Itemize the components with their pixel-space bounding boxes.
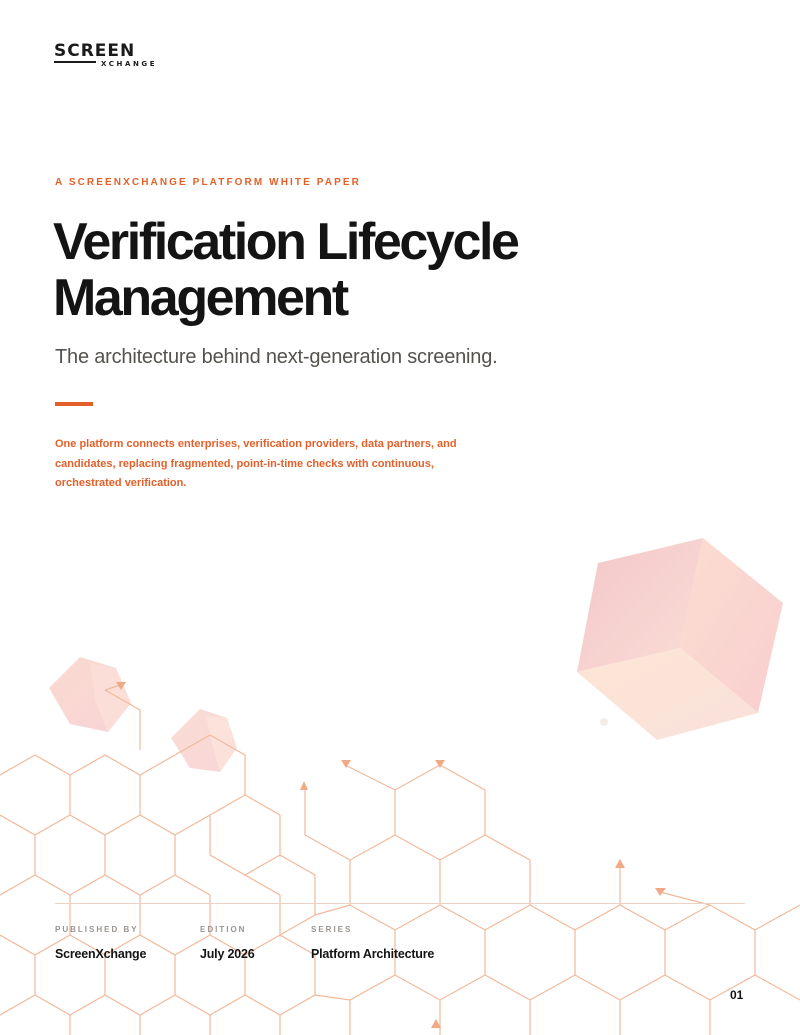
published-by-value: ScreenXchange bbox=[55, 947, 147, 961]
page-subtitle: The architecture behind next-generation screening. bbox=[55, 346, 498, 368]
intro-paragraph: One platform connects enterprises, verification providers, data partners, and candidates, replacing fragmented, point-in-time checks with continuous, orchestrated verification. bbox=[55, 438, 457, 489]
meta-edition bbox=[200, 925, 255, 961]
series-value: Platform Architecture bbox=[311, 947, 435, 961]
series-label: SERIES bbox=[311, 925, 353, 934]
accent-rule bbox=[55, 402, 93, 406]
large-cube-shape bbox=[577, 538, 783, 740]
cover-eyebrow: A SCREENXCHANGE PLATFORM WHITE PAPER bbox=[55, 177, 361, 188]
page-number: 01 bbox=[730, 988, 744, 1002]
hexagon-grid-lines bbox=[0, 685, 800, 1035]
title-line-2: Management bbox=[53, 269, 347, 327]
small-cube-shapes bbox=[49, 657, 237, 772]
logo-wordmark-bottom: XCHANGE bbox=[101, 60, 158, 68]
title-line-1: Verification Lifecycle bbox=[53, 213, 518, 271]
meta-series bbox=[311, 925, 434, 961]
edition-value: July 2026 bbox=[200, 947, 255, 961]
footer-divider bbox=[55, 903, 745, 904]
published-by-label: PUBLISHED BY bbox=[55, 925, 139, 934]
meta-published-by bbox=[55, 925, 146, 961]
logo-wordmark-top: SCREEN bbox=[54, 41, 136, 61]
page-title bbox=[53, 214, 673, 326]
screenxchange-logo bbox=[54, 42, 174, 70]
logo-underline bbox=[54, 61, 96, 63]
edition-label: EDITION bbox=[200, 925, 247, 934]
